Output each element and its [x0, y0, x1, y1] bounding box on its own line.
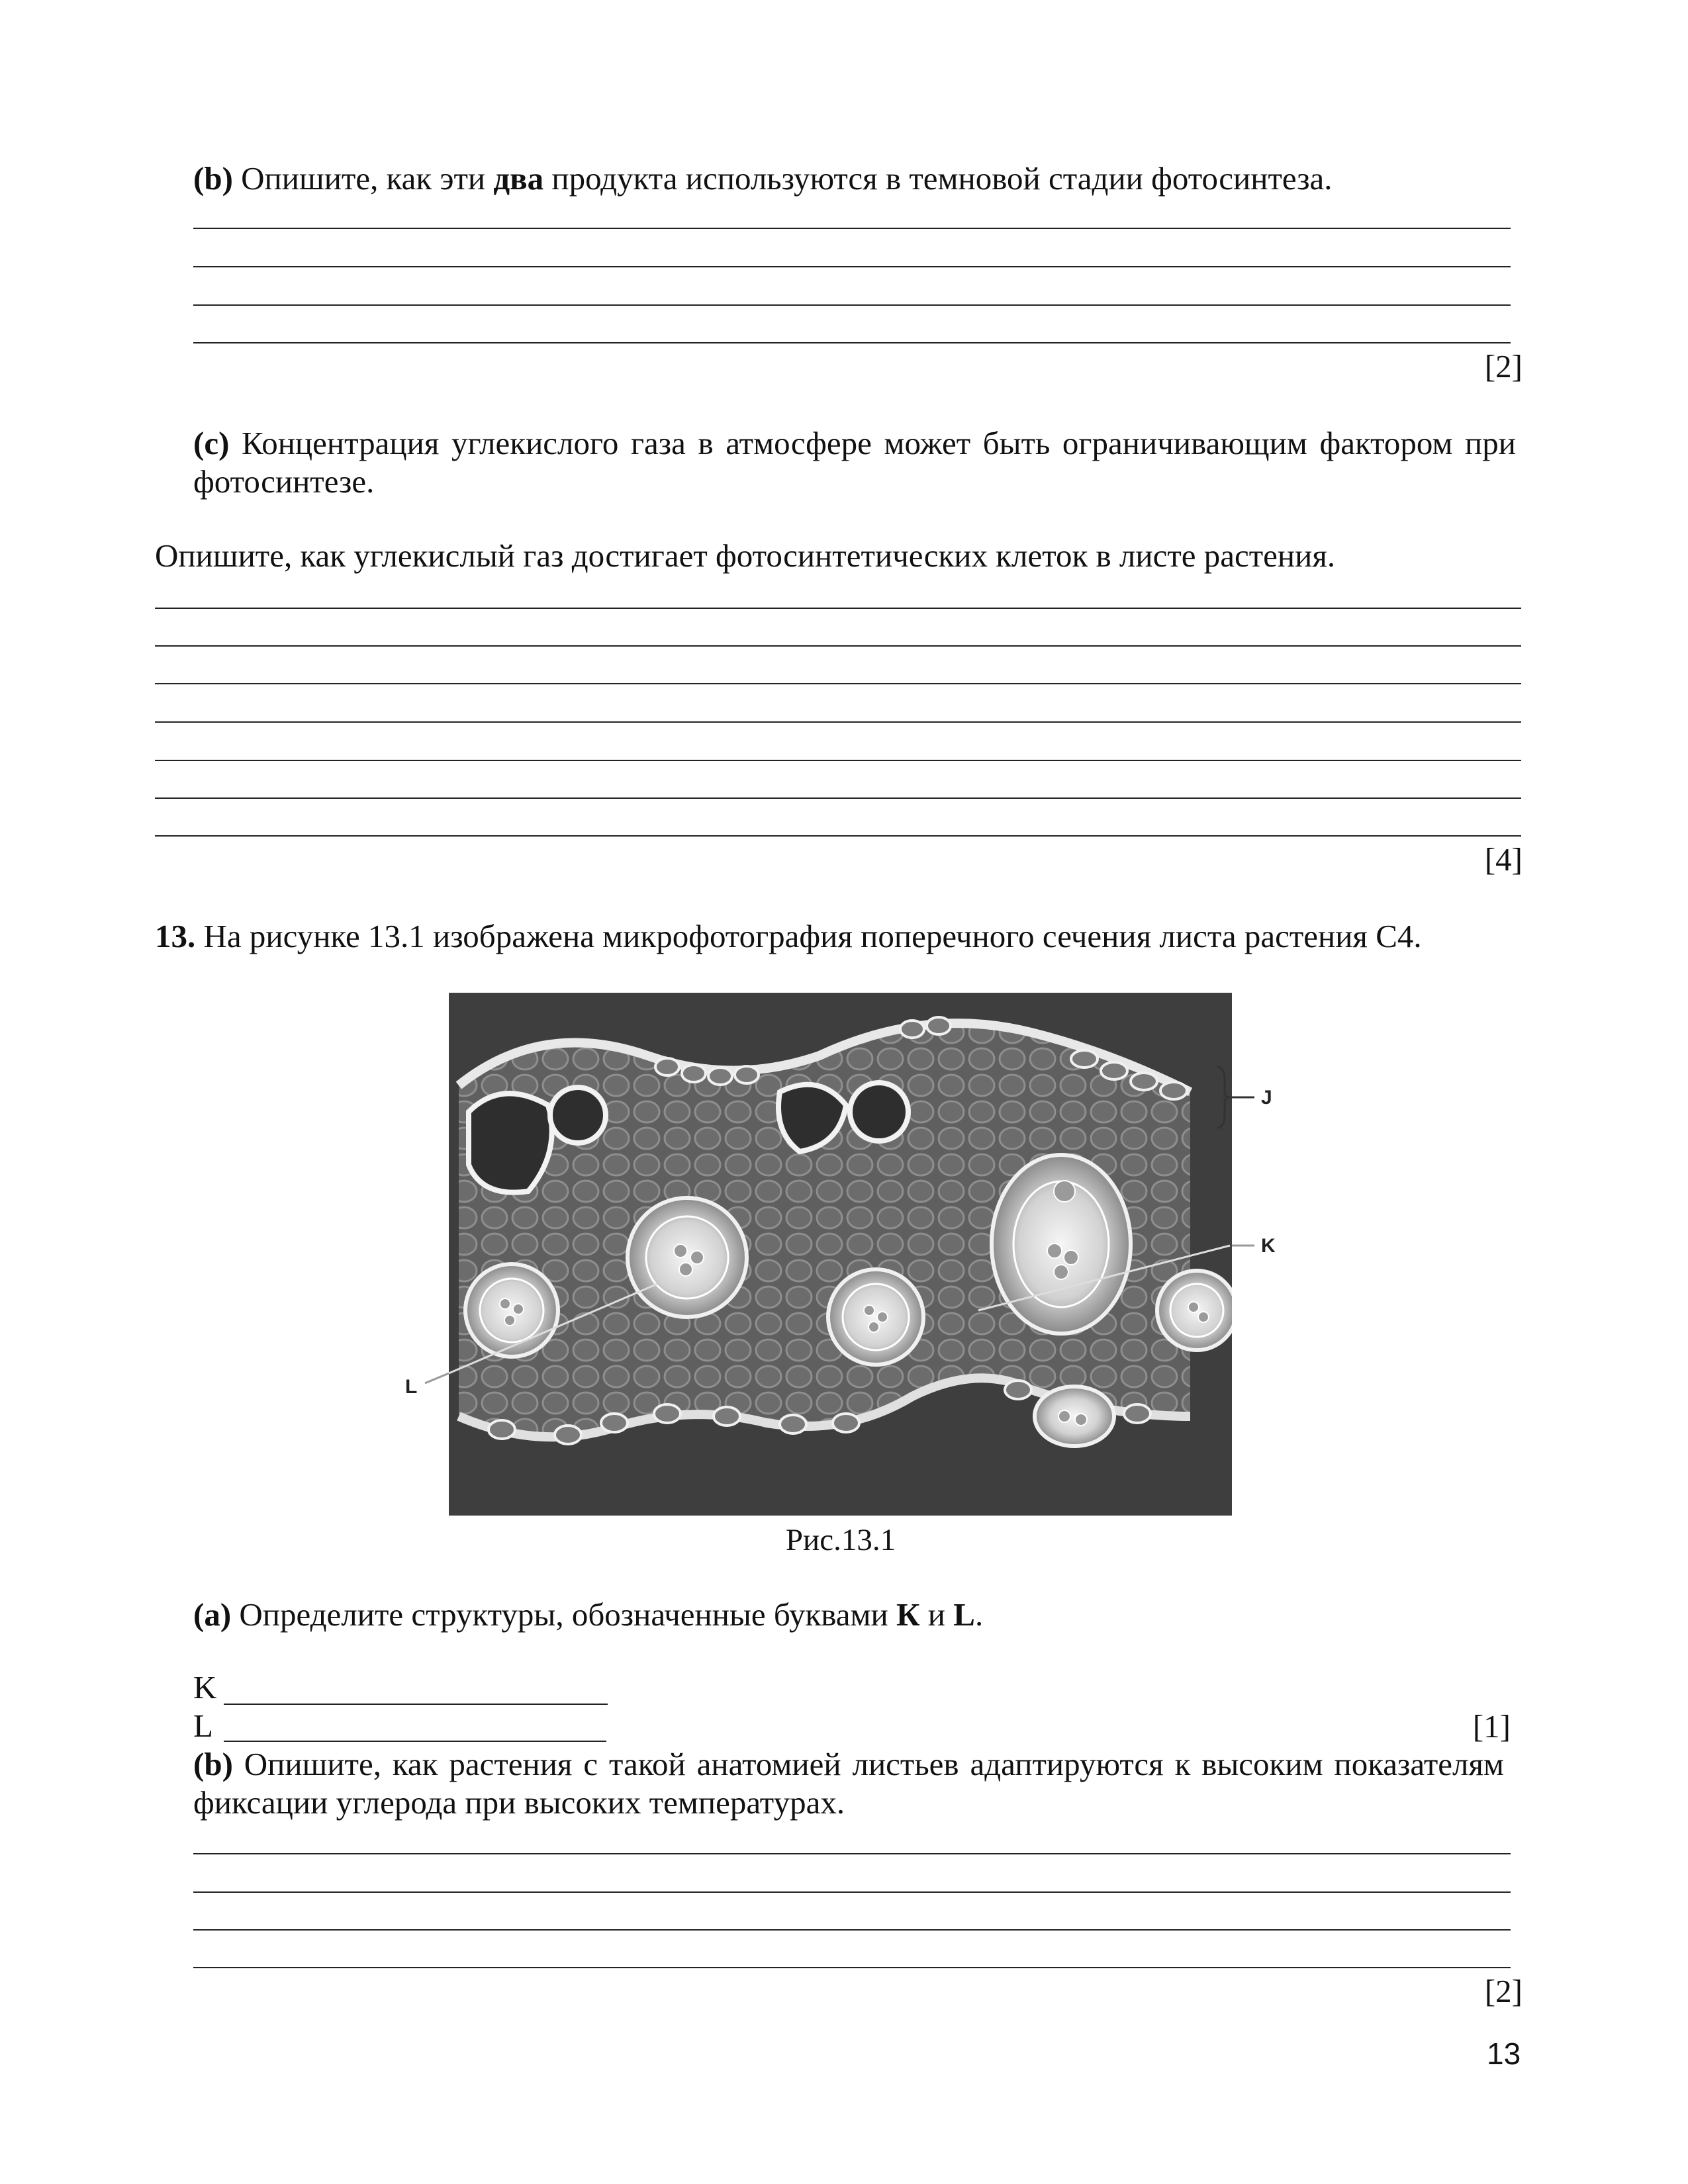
answer-label-l: L — [193, 1707, 213, 1744]
question-12c-line1: (c) Концентрация углекислого газа в атмосфере может быть ограничивающим фактором при — [193, 425, 1516, 461]
marks: [2] — [1484, 348, 1523, 385]
answer-line[interactable] — [155, 645, 1521, 647]
question-12b: (b) Опишите, как эти два продукта используются в темновой стадии фотосинтеза. — [193, 160, 1333, 197]
answer-line[interactable] — [155, 835, 1521, 837]
answer-line[interactable] — [193, 228, 1511, 229]
answer-line[interactable] — [193, 1929, 1511, 1931]
answer-line[interactable] — [155, 683, 1521, 684]
answer-line[interactable] — [155, 608, 1521, 609]
answer-label-k: K — [193, 1669, 217, 1706]
marks: [2] — [1484, 1973, 1523, 2009]
answer-line-l[interactable] — [224, 1741, 606, 1742]
answer-line[interactable] — [155, 760, 1521, 761]
answer-line[interactable] — [193, 1853, 1511, 1854]
answer-line-k[interactable] — [224, 1704, 608, 1705]
answer-line[interactable] — [193, 1891, 1511, 1893]
marks: [1] — [1472, 1708, 1511, 1745]
question-13b-line1: (b) Опишите, как растения с такой анатомией листьев адаптируются к высоким показателям — [193, 1746, 1504, 1782]
question-13a: (a) Определите структуры, обозначенные буквами К и L. — [193, 1596, 984, 1633]
answer-line[interactable] — [155, 721, 1521, 723]
answer-line[interactable] — [193, 342, 1511, 343]
marks: [4] — [1484, 841, 1523, 878]
answer-line[interactable] — [193, 266, 1511, 267]
label-j: J — [1261, 1087, 1272, 1109]
part-label: (c) — [193, 425, 230, 461]
part-label: (a) — [193, 1596, 232, 1633]
bold-word: два — [493, 160, 544, 197]
part-label: (b) — [193, 160, 233, 197]
answer-line[interactable] — [193, 1967, 1511, 1968]
figure-labels — [371, 993, 1297, 1516]
label-k: K — [1261, 1235, 1276, 1257]
page-number: 13 — [1487, 2036, 1521, 2071]
question-12c-line2: фотосинтезе. — [193, 463, 375, 500]
figure-caption: Рис.13.1 — [785, 1523, 896, 1557]
question-12c-instruction: Опишите, как углекислый газ достигает фотосинтетических клеток в листе растения. — [155, 537, 1336, 574]
question-number: 13. — [155, 918, 196, 954]
part-label: (b) — [193, 1746, 233, 1782]
label-l: L — [405, 1376, 418, 1398]
answer-line[interactable] — [193, 304, 1511, 306]
answer-line[interactable] — [155, 797, 1521, 799]
question-13b-line2: фиксации углерода при высоких температурах. — [193, 1784, 845, 1821]
question-13-intro: 13. На рисунке 13.1 изображена микрофотография поперечного сечения листа растения С4. — [155, 918, 1422, 954]
